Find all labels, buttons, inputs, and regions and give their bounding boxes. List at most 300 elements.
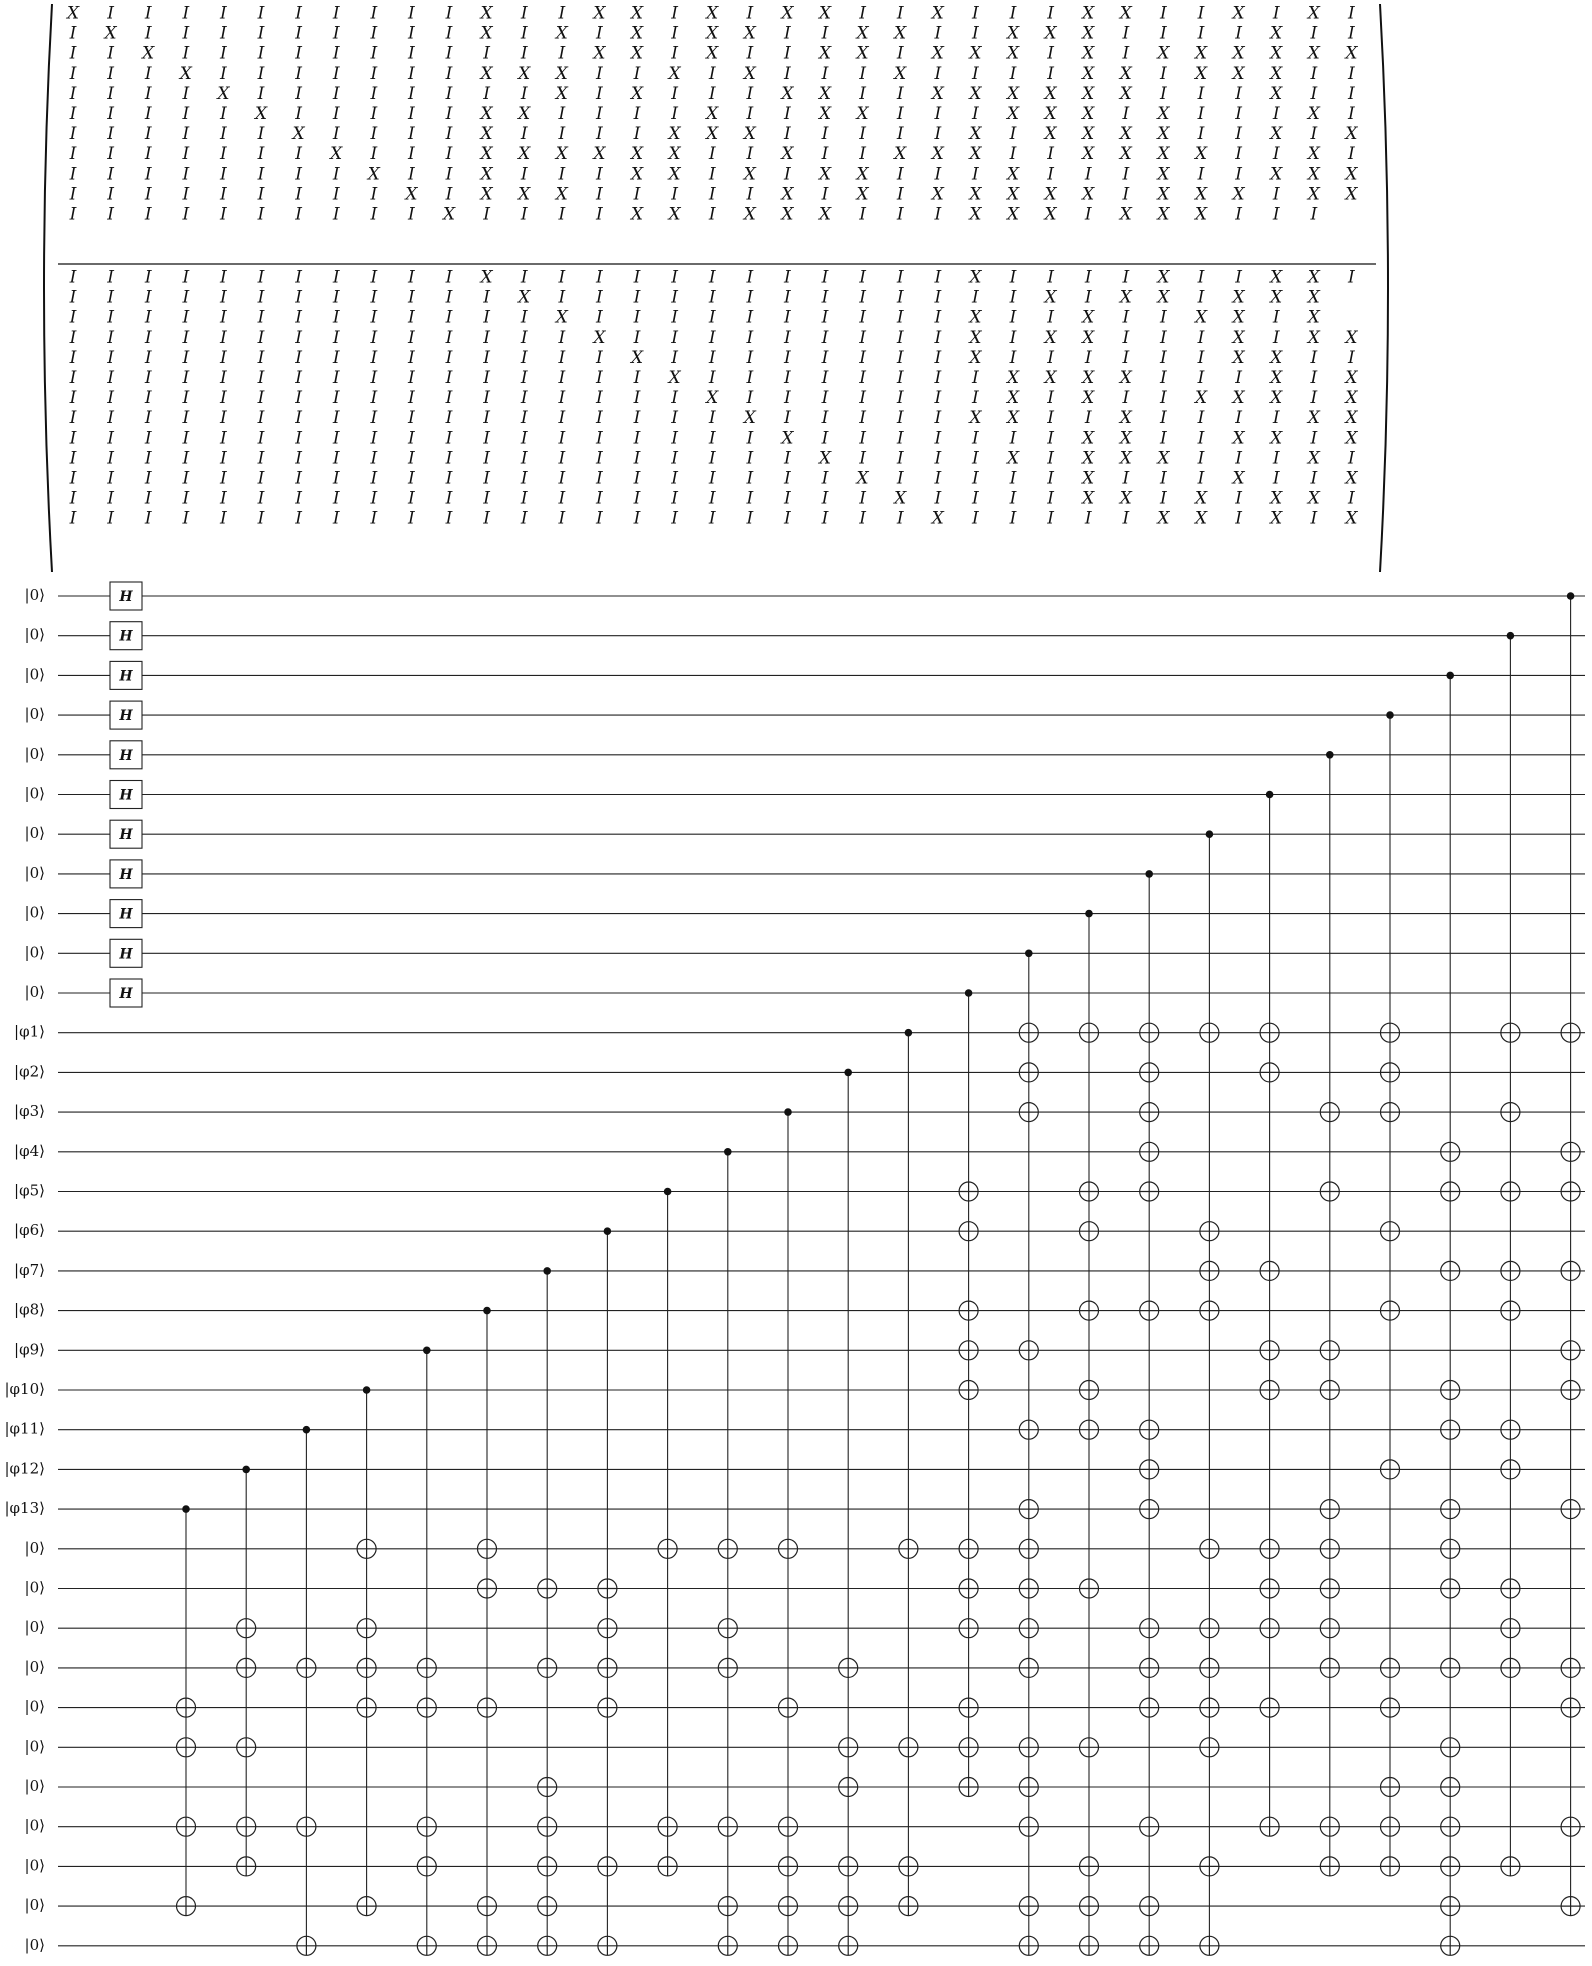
matrix-entry-x: X <box>1345 468 1358 489</box>
matrix-entry-i: I <box>295 508 302 529</box>
matrix-entry-i: I <box>69 83 77 104</box>
matrix-entry-x: X <box>1082 327 1095 348</box>
matrix-entry-x: X <box>405 184 418 205</box>
target-oplus <box>1320 1500 1339 1519</box>
matrix-entry-i: I <box>708 468 716 489</box>
matrix-entry-x: X <box>856 104 869 124</box>
target-oplus <box>1200 1222 1219 1241</box>
matrix-entry-i: I <box>144 144 152 165</box>
target-oplus <box>779 1936 798 1955</box>
matrix-entry-x: X <box>480 63 493 84</box>
matrix-entry-i: I <box>1348 347 1355 368</box>
matrix-entry-i: I <box>558 448 566 469</box>
matrix-entry-x: X <box>1006 184 1020 205</box>
cnot-gate <box>538 1267 557 1955</box>
matrix-entry-i: I <box>445 267 453 288</box>
target-oplus <box>1019 1579 1038 1598</box>
matrix-entry-i: I <box>107 448 114 469</box>
cnot-gate <box>1381 711 1400 1876</box>
matrix-entry-i: I <box>671 307 678 328</box>
matrix-entry-i: I <box>445 347 453 368</box>
matrix-entry-i: I <box>972 164 979 185</box>
target-oplus <box>959 1341 978 1360</box>
matrix-entry-i: I <box>445 3 453 24</box>
matrix-entry-x: X <box>1270 368 1283 388</box>
matrix-entry-x: X <box>1194 307 1208 328</box>
matrix-entry-i: I <box>708 184 716 205</box>
matrix-entry-i: I <box>445 43 453 64</box>
matrix-entry-i: I <box>220 468 227 489</box>
matrix-entry-i: I <box>1310 124 1318 145</box>
matrix-entry-i: I <box>1009 267 1017 288</box>
matrix-entry-i: I <box>1235 448 1242 469</box>
matrix-entry-i: I <box>596 267 603 288</box>
matrix-entry-i: I <box>596 488 603 509</box>
matrix-entry-i: I <box>934 347 942 368</box>
matrix-entry-x: X <box>1270 23 1283 44</box>
target-oplus <box>417 1936 436 1955</box>
matrix-entry-i: I <box>445 164 453 185</box>
matrix-entry-i: I <box>182 488 190 509</box>
target-oplus <box>598 1658 617 1677</box>
matrix-entry-i: I <box>1197 83 1205 104</box>
matrix-entry-x: X <box>1006 164 1020 185</box>
matrix-entry-i: I <box>896 448 904 469</box>
matrix-entry-i: I <box>257 164 265 185</box>
target-oplus <box>1140 1103 1159 1122</box>
cnot-gate <box>718 1148 737 1955</box>
control-dot <box>1025 950 1033 958</box>
matrix-entry-i: I <box>295 368 302 388</box>
control-dot <box>1446 672 1454 680</box>
matrix-entry-x: X <box>1194 388 1208 409</box>
target-oplus <box>1260 1698 1279 1717</box>
qubit-label: |φ13⟩ <box>4 1499 45 1518</box>
cnot-gate <box>959 989 978 1796</box>
matrix-entry-x: X <box>1082 83 1095 104</box>
matrix-entry-i: I <box>332 23 340 44</box>
matrix-entry-i: I <box>596 347 603 368</box>
matrix-entry-i: I <box>671 508 678 529</box>
matrix-entry-i: I <box>332 164 340 185</box>
target-oplus <box>1441 1381 1460 1400</box>
matrix-entry-x: X <box>1006 23 1020 44</box>
matrix-entry-x: X <box>743 63 756 84</box>
matrix-entry-i: I <box>1084 408 1092 429</box>
matrix-entry-i: I <box>182 267 190 288</box>
matrix-entry-x: X <box>1307 408 1320 429</box>
target-oplus <box>598 1936 617 1955</box>
matrix-entry-i: I <box>370 43 378 64</box>
qubit-label: |φ9⟩ <box>14 1340 45 1359</box>
matrix-entry-i: I <box>784 368 791 388</box>
target-oplus <box>839 1778 858 1797</box>
matrix-entry-i: I <box>1197 408 1205 429</box>
matrix-entry-i: I <box>520 368 528 388</box>
matrix-entry-i: I <box>633 468 641 489</box>
matrix-entry-i: I <box>520 164 528 185</box>
matrix-entry-x: X <box>931 83 944 104</box>
matrix-entry-i: I <box>1160 307 1167 328</box>
matrix-entry-x: X <box>1270 267 1283 288</box>
matrix-entry-x: X <box>1044 124 1057 145</box>
matrix-entry-i: I <box>784 448 791 469</box>
matrix-entry-x: X <box>1307 287 1320 308</box>
cnot-gate <box>1140 870 1159 1955</box>
matrix-entry-i: I <box>1084 287 1092 308</box>
matrix-entry-x: X <box>856 184 869 205</box>
matrix-entry-i: I <box>821 184 829 205</box>
matrix-entry-i: I <box>69 388 77 409</box>
qubit-label: |φ8⟩ <box>14 1300 45 1319</box>
matrix-entry-i: I <box>220 3 227 24</box>
matrix-entry-x: X <box>254 104 268 124</box>
matrix-entry-x: X <box>518 144 531 165</box>
matrix-entry-i: I <box>1348 83 1355 104</box>
matrix-entry-i: I <box>821 368 829 388</box>
matrix-entry-i: I <box>69 184 77 205</box>
matrix-entry-i: I <box>784 468 791 489</box>
matrix-entry-i: I <box>144 3 152 24</box>
matrix-entry-i: I <box>144 468 152 489</box>
matrix-entry-i: I <box>859 124 866 145</box>
matrix-entry-i: I <box>1160 83 1167 104</box>
control-dot <box>423 1347 431 1355</box>
target-oplus <box>417 1817 436 1836</box>
matrix-entry-i: I <box>520 23 528 44</box>
matrix-entry-x: X <box>1232 468 1245 489</box>
matrix-entry-i: I <box>671 287 678 308</box>
matrix-entry-x: X <box>1270 83 1283 104</box>
matrix-entry-i: I <box>257 43 265 64</box>
matrix-entry-x: X <box>1157 508 1170 529</box>
matrix-entry-i: I <box>1272 448 1280 469</box>
matrix-entry-i: I <box>859 428 866 449</box>
matrix-entry-x: X <box>1119 3 1132 24</box>
matrix-entry-i: I <box>972 488 979 509</box>
matrix-entry-i: I <box>1310 388 1318 409</box>
control-dot <box>1085 910 1093 918</box>
target-oplus <box>1140 1698 1159 1717</box>
matrix-entry-i: I <box>220 23 227 44</box>
matrix-entry-i: I <box>370 104 378 124</box>
matrix-entry-i: I <box>596 368 603 388</box>
matrix-entry-x: X <box>555 23 568 44</box>
hadamard-label: H <box>119 906 133 923</box>
matrix-entry-i: I <box>1197 428 1205 449</box>
target-oplus <box>1200 1301 1219 1320</box>
target-oplus <box>1080 1420 1099 1439</box>
matrix-entry-i: I <box>821 508 829 529</box>
matrix-entry-i: I <box>220 144 227 165</box>
matrix-entry-i: I <box>708 287 716 308</box>
matrix-entry-x: X <box>1119 448 1132 469</box>
matrix-entry-i: I <box>220 104 227 124</box>
qubit-label: |0⟩ <box>24 1618 45 1637</box>
qubit-label: |0⟩ <box>24 1697 45 1716</box>
target-oplus <box>1501 1182 1520 1201</box>
hadamard-gate <box>110 900 142 928</box>
matrix-entry-i: I <box>1122 184 1130 205</box>
target-oplus <box>1320 1579 1339 1598</box>
matrix-entry-i: I <box>107 428 114 449</box>
target-oplus <box>1260 1619 1279 1638</box>
matrix-entry-i: I <box>784 267 791 288</box>
matrix-entry-i: I <box>69 63 77 84</box>
matrix-entry-i: I <box>859 267 866 288</box>
matrix-entry-i: I <box>1047 267 1054 288</box>
matrix-entry-x: X <box>1232 43 1245 64</box>
matrix-entry-i: I <box>483 428 490 449</box>
target-oplus <box>839 1936 858 1955</box>
matrix-entry-i: I <box>295 307 302 328</box>
matrix-entry-i: I <box>1348 488 1355 509</box>
target-oplus <box>779 1698 798 1717</box>
target-oplus <box>1381 1063 1400 1082</box>
matrix-entry-x: X <box>442 204 456 225</box>
matrix-entry-i: I <box>107 327 114 348</box>
cnot-gate <box>1441 672 1460 1956</box>
matrix-entry-i: I <box>1160 388 1167 409</box>
target-oplus <box>1561 1261 1580 1280</box>
matrix-entry-x: X <box>1157 164 1170 185</box>
matrix-entry-i: I <box>144 23 152 44</box>
matrix-entry-x: X <box>1082 124 1095 145</box>
target-oplus <box>779 1817 798 1836</box>
matrix-entry-i: I <box>1197 104 1205 124</box>
target-oplus <box>1441 1500 1460 1519</box>
matrix-entry-i: I <box>859 63 866 84</box>
control-dot <box>1386 711 1394 719</box>
target-oplus <box>1200 1023 1219 1042</box>
target-oplus <box>1381 1103 1400 1122</box>
matrix-entry-i: I <box>257 468 265 489</box>
matrix-entry-i: I <box>295 327 302 348</box>
target-oplus <box>1501 1103 1520 1122</box>
matrix-entry-i: I <box>896 83 904 104</box>
matrix-entry-i: I <box>408 388 415 409</box>
target-oplus <box>839 1658 858 1677</box>
matrix-entry-i: I <box>633 388 641 409</box>
target-oplus <box>538 1817 557 1836</box>
matrix-entry-i: I <box>295 488 302 509</box>
matrix-entry-i: I <box>784 327 791 348</box>
matrix-entry-x: X <box>593 3 606 24</box>
qubit-label: |0⟩ <box>24 1896 45 1915</box>
matrix-entry-i: I <box>1197 448 1205 469</box>
cnot-gate <box>177 1505 196 1915</box>
matrix-entry-x: X <box>1044 327 1057 348</box>
matrix-entry-i: I <box>220 307 227 328</box>
matrix-entry-i: I <box>257 3 265 24</box>
target-oplus <box>658 1857 677 1876</box>
matrix-entry-x: X <box>931 508 944 529</box>
matrix-entry-i: I <box>483 347 490 368</box>
matrix-entry-i: I <box>821 347 829 368</box>
matrix-entry-x: X <box>1232 3 1245 24</box>
matrix-entry-i: I <box>408 468 415 489</box>
matrix-entry-i: I <box>257 23 265 44</box>
matrix-entry-i: I <box>370 448 378 469</box>
matrix-entry-i: I <box>671 327 678 348</box>
target-oplus <box>1019 1341 1038 1360</box>
matrix-entry-i: I <box>896 508 904 529</box>
matrix-entry-i: I <box>295 408 302 429</box>
matrix-entry-i: I <box>408 164 415 185</box>
matrix-entry-i: I <box>220 327 227 348</box>
matrix-entry-x: X <box>179 63 192 84</box>
target-oplus <box>598 1579 617 1598</box>
matrix-entry-i: I <box>295 448 302 469</box>
qubit-label: |0⟩ <box>24 983 45 1001</box>
matrix-entry-i: I <box>896 267 904 288</box>
matrix-entry-i: I <box>483 43 490 64</box>
hadamard-label: H <box>119 747 133 764</box>
matrix-entry-i: I <box>1310 23 1318 44</box>
target-oplus <box>1561 1023 1580 1042</box>
matrix-entry-i: I <box>671 347 678 368</box>
matrix-entry-x: X <box>706 388 719 409</box>
target-oplus <box>899 1738 918 1757</box>
hadamard-label: H <box>119 708 133 725</box>
control-dot <box>543 1267 551 1275</box>
matrix-entry-x: X <box>818 3 832 24</box>
matrix-entry-x: X <box>856 164 869 185</box>
target-oplus <box>1260 1381 1279 1400</box>
matrix-entry-i: I <box>558 267 566 288</box>
target-oplus <box>538 1897 557 1916</box>
matrix-entry-i: I <box>859 3 866 24</box>
matrix-entry-i: I <box>332 488 340 509</box>
target-oplus <box>1080 1579 1099 1598</box>
matrix-entry-i: I <box>332 347 340 368</box>
matrix-entry-i: I <box>896 3 904 24</box>
matrix-entry-i: I <box>1160 408 1167 429</box>
matrix-entry-i: I <box>144 448 152 469</box>
qubit-label: |φ6⟩ <box>14 1221 45 1240</box>
hadamard-gate <box>110 701 142 729</box>
matrix-entry-i: I <box>144 164 152 185</box>
qubit-label: |φ5⟩ <box>14 1181 45 1200</box>
target-oplus <box>1441 1658 1460 1677</box>
matrix-entry-i: I <box>558 204 566 225</box>
matrix-entry-i: I <box>520 124 528 145</box>
control-dot <box>664 1188 672 1196</box>
target-oplus <box>1200 1658 1219 1677</box>
matrix-entry-i: I <box>520 83 528 104</box>
matrix-entry-i: I <box>220 63 227 84</box>
matrix-entry-i: I <box>821 388 829 409</box>
matrix-entry-i: I <box>821 468 829 489</box>
matrix-entry-i: I <box>107 368 114 388</box>
matrix-entry-i: I <box>257 448 265 469</box>
matrix-entry-i: I <box>1047 508 1054 529</box>
target-oplus <box>1381 1460 1400 1479</box>
matrix-entry-i: I <box>1084 508 1092 529</box>
target-oplus <box>1140 1023 1159 1042</box>
matrix-entry-i: I <box>633 63 641 84</box>
matrix-entry-i: I <box>370 388 378 409</box>
matrix-entry-i: I <box>671 267 678 288</box>
matrix-entry-i: I <box>144 327 152 348</box>
matrix-entry-i: I <box>633 488 641 509</box>
target-oplus <box>1381 1301 1400 1320</box>
qubit-label: |0⟩ <box>24 1578 45 1597</box>
matrix-entry-i: I <box>1009 488 1017 509</box>
matrix-entry-x: X <box>1082 144 1095 165</box>
target-oplus <box>1320 1381 1339 1400</box>
matrix-entry-x: X <box>818 448 832 469</box>
target-oplus <box>1381 1222 1400 1241</box>
matrix-entry-x: X <box>781 144 794 165</box>
matrix-entry-x: X <box>969 307 982 328</box>
matrix-entry-i: I <box>1197 23 1205 44</box>
matrix-entry-i: I <box>1009 307 1017 328</box>
matrix-entry-i: I <box>1235 23 1242 44</box>
matrix-entry-i: I <box>144 267 152 288</box>
matrix-entry-x: X <box>1307 144 1320 165</box>
qubit-label: |φ1⟩ <box>14 1022 45 1041</box>
matrix-entry-i: I <box>596 508 603 529</box>
matrix-entry-i: I <box>220 164 227 185</box>
matrix-entry-i: I <box>558 43 566 64</box>
hadamard-gate <box>110 820 142 848</box>
matrix-entry-i: I <box>1272 204 1280 225</box>
matrix-entry-i: I <box>896 468 904 489</box>
matrix-entry-x: X <box>706 43 719 64</box>
target-oplus <box>478 1698 497 1717</box>
matrix-entry-i: I <box>1122 267 1130 288</box>
target-oplus <box>1019 1738 1038 1757</box>
matrix-entry-i: I <box>520 488 528 509</box>
matrix-entry-x: X <box>1307 307 1320 328</box>
matrix-entry-x: X <box>1194 63 1208 84</box>
matrix-entry-i: I <box>934 23 942 44</box>
matrix-entry-x: X <box>856 43 869 64</box>
matrix-entry-i: I <box>257 144 265 165</box>
matrix-entry-i: I <box>1348 3 1355 24</box>
matrix-entry-i: I <box>332 448 340 469</box>
matrix-entry-x: X <box>1270 508 1283 529</box>
matrix-entry-i: I <box>1122 347 1130 368</box>
matrix-entry-i: I <box>558 368 566 388</box>
matrix-entry-i: I <box>182 327 190 348</box>
pauli-matrix <box>44 4 1388 573</box>
matrix-entry-i: I <box>934 307 942 328</box>
matrix-entry-i: I <box>934 448 942 469</box>
matrix-entry-i: I <box>520 468 528 489</box>
matrix-entry-i: I <box>821 408 829 429</box>
matrix-entry-i: I <box>257 124 265 145</box>
target-oplus <box>1501 1658 1520 1677</box>
matrix-entry-i: I <box>1009 124 1017 145</box>
matrix-entry-x: X <box>1345 124 1358 145</box>
matrix-entry-i: I <box>144 104 152 124</box>
matrix-entry-x: X <box>969 124 982 145</box>
matrix-entry-i: I <box>107 508 114 529</box>
matrix-entry-x: X <box>1307 184 1320 205</box>
target-oplus <box>237 1619 256 1638</box>
matrix-entry-i: I <box>107 204 114 225</box>
matrix-entry-i: I <box>1197 287 1205 308</box>
target-oplus <box>1320 1619 1339 1638</box>
matrix-entry-x: X <box>1345 164 1358 185</box>
matrix-entry-i: I <box>1047 63 1054 84</box>
cnot-gate <box>1080 910 1099 1956</box>
cnot-gate <box>658 1188 677 1876</box>
cnot-gate <box>779 1108 798 1955</box>
matrix-entry-x: X <box>969 267 982 288</box>
